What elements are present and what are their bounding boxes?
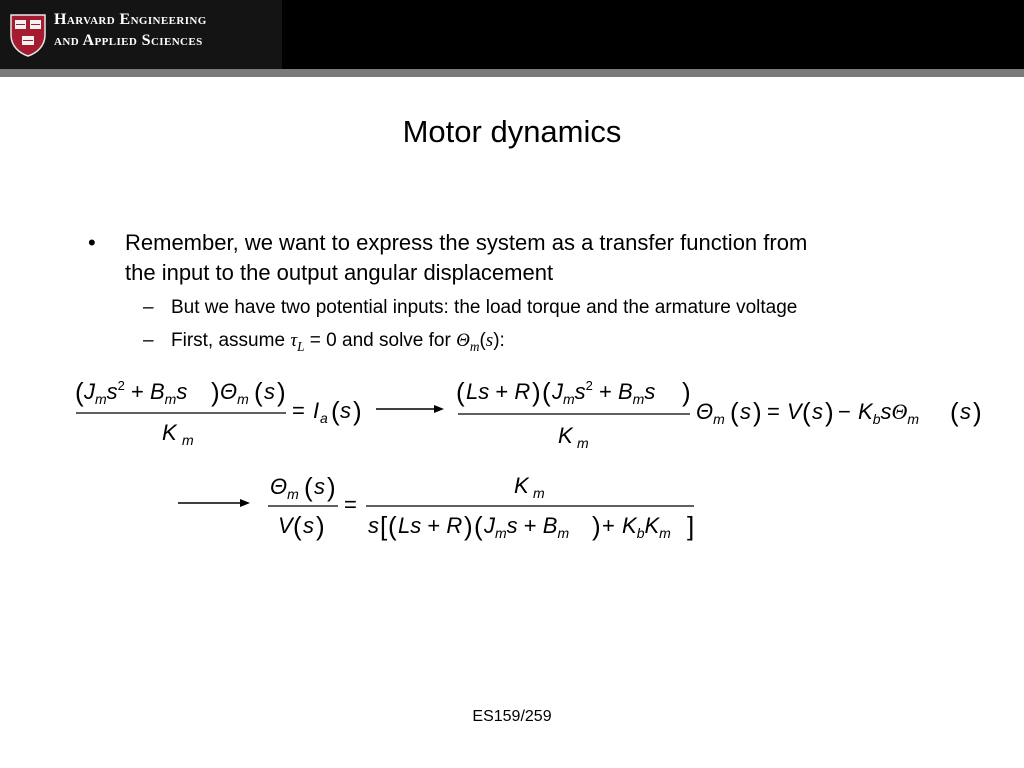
svg-text:): ) — [973, 397, 982, 427]
svg-text:): ) — [825, 397, 834, 427]
harvard-seas-logo[interactable] — [0, 0, 282, 69]
svg-text:): ) — [682, 377, 691, 407]
bullet-main-line2: the input to the output angular displacement — [125, 260, 554, 285]
bullet-marker: • — [88, 230, 96, 255]
svg-text:): ) — [316, 511, 325, 541]
svg-text:=: = — [344, 492, 357, 517]
svg-text:(: ( — [730, 397, 739, 427]
svg-text:(: ( — [388, 511, 397, 541]
assume-suffix: ): — [493, 330, 505, 351]
svg-text:Jms2 + Bms: $J_ms^2 + B_ms$ — [84, 378, 188, 407]
svg-text:=: = — [292, 398, 305, 423]
svg-text:): ) — [753, 397, 762, 427]
svg-text:Θm: $\Theta_m$ — [270, 474, 299, 502]
svg-text:m: m — [533, 485, 545, 501]
svg-text:(: ( — [456, 377, 465, 407]
svg-text:): ) — [592, 511, 601, 541]
svg-text:): ) — [277, 377, 286, 407]
svg-text:(: ( — [75, 377, 84, 407]
svg-text:+: + — [602, 513, 615, 538]
svg-text:Jms + Bm: $J_ms + B_m$ — [484, 513, 570, 541]
svg-text:): ) — [211, 377, 220, 407]
harvard-shield-icon — [9, 13, 47, 57]
svg-text:a: a — [320, 410, 328, 426]
svg-text:s: s — [368, 513, 379, 538]
sub-bullet-dash: – — [143, 330, 154, 351]
svg-text:(: ( — [254, 377, 263, 407]
footer-course-code: ES159/259 — [472, 708, 552, 725]
svg-text:): ) — [532, 377, 541, 407]
equation-2 — [450, 368, 990, 458]
eq1-rhs: I — [313, 398, 320, 423]
svg-text:(: ( — [293, 511, 302, 541]
svg-text:m: m — [577, 435, 589, 451]
svg-text:(: ( — [542, 377, 551, 407]
svg-text:m: m — [182, 432, 194, 448]
eq3-lhs-denominator: V — [278, 513, 293, 538]
sub-bullet-inputs: But we have two potential inputs: the load torque and the armature voltage — [171, 297, 798, 318]
bullet-main-line1: Remember, we want to express the system as a transfer function from — [125, 230, 808, 255]
svg-text:s: s — [960, 399, 971, 424]
svg-text:): ) — [353, 396, 362, 426]
svg-text:): ) — [464, 511, 473, 541]
svg-text:s: s — [812, 399, 823, 424]
equation-1 — [70, 368, 370, 448]
eq3-numerator: K — [514, 473, 529, 498]
tau-symbol: τ — [290, 330, 298, 351]
svg-text:s: s — [340, 398, 351, 423]
header-divider — [0, 69, 1024, 77]
arrow-right-icon — [374, 401, 446, 417]
svg-text:KbKm: $K_bK_m$ — [622, 513, 671, 541]
theta-subscript: m — [469, 338, 480, 354]
svg-text:[: [ — [380, 511, 388, 541]
svg-text:Ls + R: Ls + R — [466, 379, 531, 404]
svg-text:V: V — [787, 399, 802, 424]
svg-text:(: ( — [802, 397, 811, 427]
svg-text:(: ( — [950, 397, 959, 427]
svg-text:KbsΘm: $K_bs\Theta_m$ — [858, 399, 920, 427]
svg-text:Jms2 + Bms: $J_ms^2 + B_ms$ — [552, 378, 656, 407]
slide-title: Motor dynamics — [402, 114, 622, 149]
eq1-denominator: K — [162, 420, 177, 445]
sub-bullet-assume — [171, 329, 991, 359]
assume-prefix: First, assume — [171, 330, 291, 351]
svg-text:]: ] — [687, 511, 695, 541]
theta-symbol: Θ — [456, 330, 470, 351]
svg-text:s: s — [303, 513, 314, 538]
svg-text:): ) — [327, 472, 336, 502]
svg-text:(: ( — [304, 472, 313, 502]
svg-text:s: s — [314, 474, 325, 499]
assume-mid: = 0 and solve for — [304, 330, 457, 351]
svg-text:(: ( — [331, 396, 340, 426]
school-name-line2: and Applied Sciences — [54, 32, 203, 49]
arrow-right-icon — [176, 495, 252, 511]
paren-open: ( — [479, 330, 486, 351]
svg-text:s: s — [740, 399, 751, 424]
svg-text:=: = — [767, 399, 780, 424]
s-variable: s — [485, 330, 494, 351]
svg-text:Ls + R: Ls + R — [398, 513, 463, 538]
svg-text:−: − — [838, 399, 851, 424]
svg-text:s: s — [264, 379, 275, 404]
bullet-main — [125, 228, 945, 288]
equation-3 — [262, 462, 712, 548]
svg-text:(: ( — [474, 511, 483, 541]
svg-text:Θm: $\Theta_m$ — [220, 379, 249, 407]
sub-bullet-dash: – — [143, 297, 154, 318]
school-name — [54, 9, 207, 51]
tau-subscript: L — [297, 338, 305, 354]
school-name-line1: Harvard Engineering — [54, 11, 207, 28]
svg-text:Θm: $\Theta_m$ — [696, 399, 725, 427]
eq2-denominator: K — [558, 423, 573, 448]
